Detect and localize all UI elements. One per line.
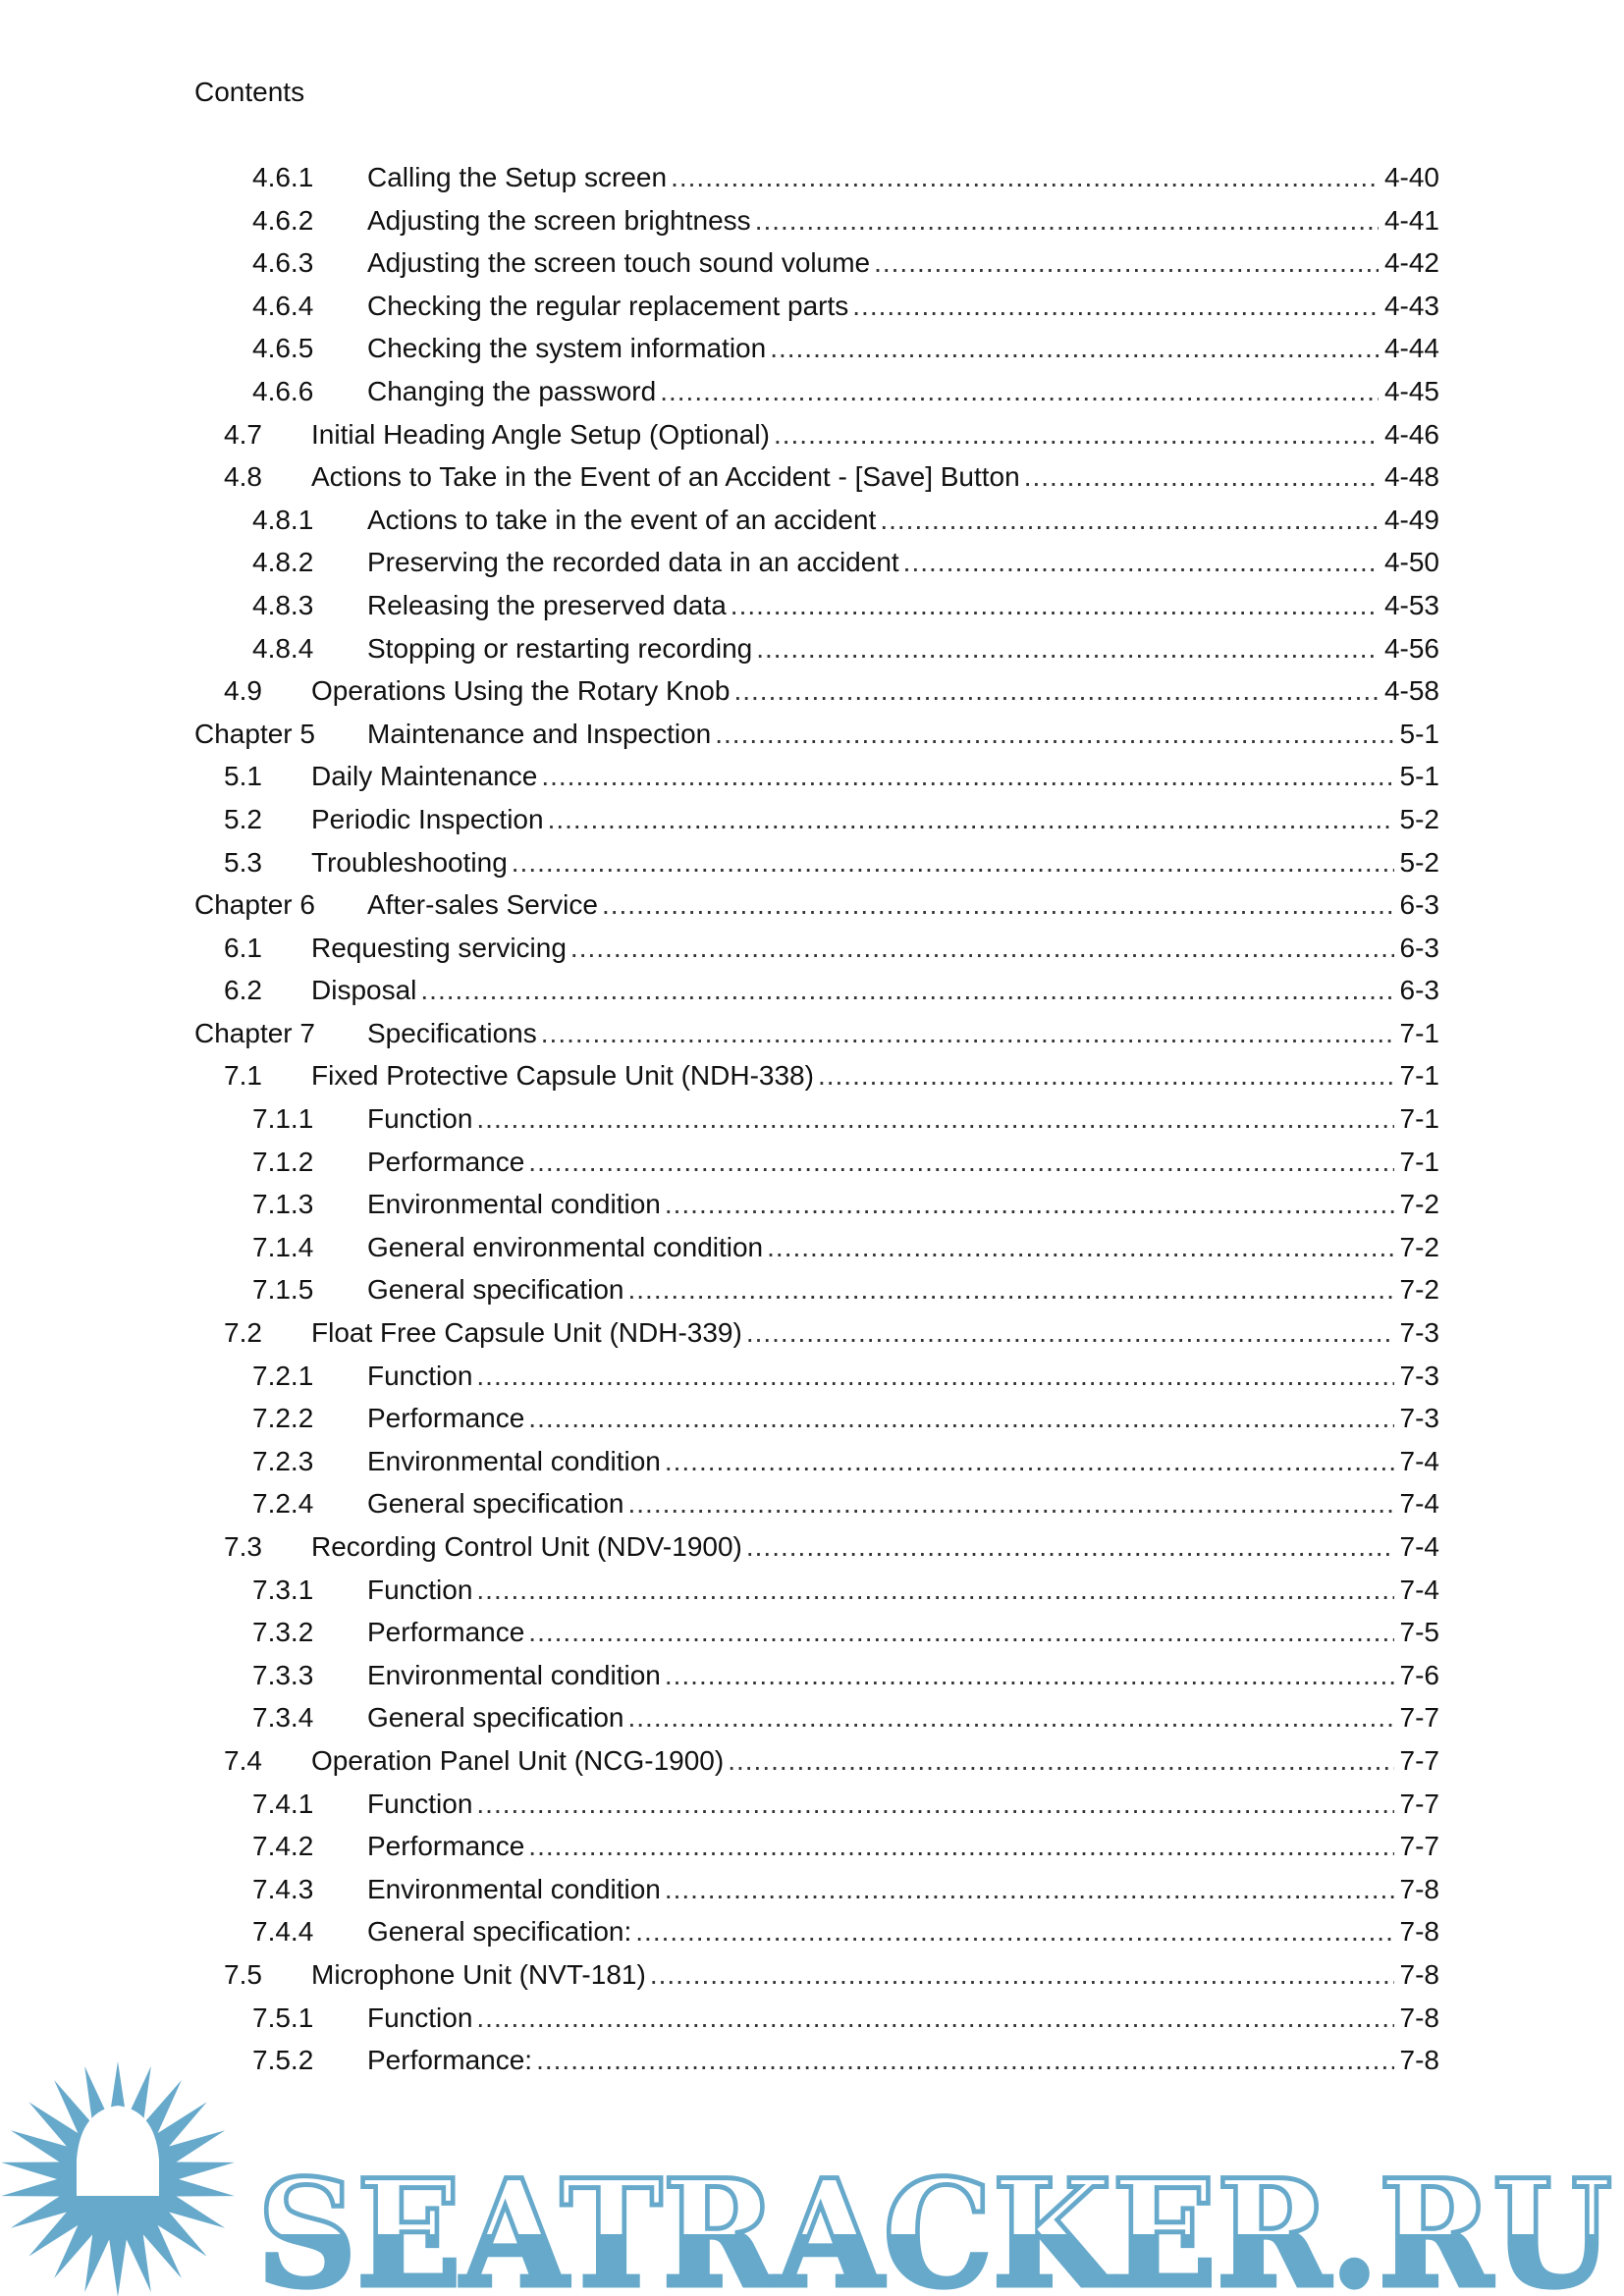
page-number[interactable]: 7-8	[1394, 1957, 1439, 1993]
page-number[interactable]: 7-4	[1394, 1573, 1439, 1608]
toc-entry[interactable]	[0, 1573, 1624, 1616]
dot-leader	[665, 1872, 1394, 1907]
section-number: 7.3.4	[252, 1702, 314, 1734]
section-title[interactable]: Performance	[367, 1145, 528, 1180]
section-number: 4.8.4	[252, 632, 314, 664]
toc-entry[interactable]	[0, 1914, 1624, 1957]
section-number: 4.8.1	[252, 504, 314, 535]
section-title[interactable]: Stopping or restarting recording	[367, 631, 756, 667]
section-title[interactable]: Performance	[367, 1401, 528, 1436]
toc-entry[interactable]	[0, 717, 1624, 760]
toc-entry[interactable]	[0, 1700, 1624, 1743]
dot-leader	[665, 1444, 1394, 1479]
section-title[interactable]: Function	[367, 1787, 476, 1822]
section-title[interactable]: General specification	[367, 1700, 627, 1735]
section-title[interactable]: Function	[367, 1359, 476, 1394]
toc-entry[interactable]	[0, 2001, 1624, 2044]
toc-entry[interactable]	[0, 631, 1624, 674]
page-number[interactable]: 7-7	[1394, 1743, 1439, 1779]
section-number: 7.4.2	[252, 1831, 314, 1862]
toc-entry[interactable]	[0, 1658, 1624, 1701]
page-number[interactable]: 5-2	[1394, 802, 1439, 837]
dot-leader	[627, 1486, 1393, 1522]
section-title[interactable]: Disposal	[311, 973, 420, 1008]
toc-entry[interactable]	[0, 1315, 1624, 1359]
section-number: 7.3.3	[252, 1659, 314, 1690]
dot-leader	[728, 1743, 1393, 1779]
section-title[interactable]: Calling the Setup screen	[367, 160, 671, 195]
section-number: 7.1.3	[252, 1189, 314, 1220]
toc-entry[interactable]	[0, 1359, 1624, 1402]
toc-entry[interactable]	[0, 203, 1624, 246]
toc-entry[interactable]	[0, 1101, 1624, 1145]
dot-leader	[746, 1315, 1394, 1351]
dot-leader	[512, 845, 1394, 881]
section-title[interactable]: Specifications	[367, 1016, 541, 1051]
page-header: Contents	[194, 77, 305, 107]
section-title[interactable]: After-sales Service	[367, 887, 602, 923]
dot-leader	[570, 931, 1394, 966]
section-number: 7.1.1	[252, 1103, 314, 1135]
page-number[interactable]: 4-41	[1379, 203, 1439, 239]
page-number[interactable]: 4-45	[1379, 374, 1439, 409]
section-number: 4.8.2	[252, 547, 314, 578]
section-title[interactable]: Performance	[367, 1829, 528, 1864]
section-number: 6.2	[224, 975, 262, 1006]
toc-entry[interactable]	[0, 1444, 1624, 1487]
page-number[interactable]: 4-44	[1379, 331, 1439, 366]
section-title[interactable]: Actions to Take in the Event of an Accident - [Save] Button	[311, 459, 1024, 495]
section-number: 7.4	[224, 1744, 262, 1776]
sun-icon	[1, 2061, 235, 2296]
dot-leader	[476, 1787, 1393, 1822]
toc-entry[interactable]	[0, 1058, 1624, 1101]
section-number: 7.1	[224, 1060, 262, 1092]
section-title[interactable]: Releasing the preserved data	[367, 588, 731, 623]
section-title[interactable]: General specification:	[367, 1914, 635, 1949]
section-number: 7.4.3	[252, 1873, 314, 1904]
toc-entry[interactable]	[0, 331, 1624, 374]
section-number: 5.1	[224, 761, 262, 792]
toc-entry[interactable]	[0, 459, 1624, 503]
section-number: Chapter 6	[194, 889, 315, 921]
page-number[interactable]: 4-46	[1379, 417, 1439, 453]
dot-leader	[420, 973, 1393, 1008]
section-title[interactable]: Maintenance and Inspection	[367, 717, 715, 752]
dot-leader	[528, 1615, 1393, 1650]
toc-entry[interactable]	[0, 417, 1624, 460]
page-number[interactable]: 7-4	[1394, 1529, 1439, 1565]
section-number: 7.1.4	[252, 1231, 314, 1262]
toc-entry[interactable]	[0, 1187, 1624, 1230]
section-number: 7.2.1	[252, 1360, 314, 1391]
dot-leader	[476, 1573, 1393, 1608]
page-number[interactable]: 7-4	[1394, 1444, 1439, 1479]
dot-leader	[650, 1957, 1394, 1993]
section-number: 7.1.5	[252, 1274, 314, 1306]
page-number[interactable]: 4-40	[1379, 160, 1439, 195]
toc-entry[interactable]	[0, 1787, 1624, 1830]
section-title[interactable]: General environmental condition	[367, 1230, 767, 1265]
section-title[interactable]: Function	[367, 1573, 476, 1608]
section-number: 4.6.1	[252, 162, 314, 192]
toc-entry[interactable]	[0, 1872, 1624, 1915]
page-number[interactable]: 7-3	[1394, 1401, 1439, 1436]
page-number[interactable]: 4-56	[1379, 631, 1439, 667]
section-title[interactable]: Environmental condition	[367, 1444, 665, 1479]
dot-leader	[903, 545, 1379, 580]
dot-leader	[602, 887, 1394, 923]
toc-entry[interactable]	[0, 1145, 1624, 1188]
page-number[interactable]: 7-2	[1394, 1230, 1439, 1265]
dot-leader	[770, 331, 1379, 366]
page-number[interactable]: 7-1	[1394, 1145, 1439, 1180]
toc-entry[interactable]	[0, 1829, 1624, 1872]
toc-entry[interactable]	[0, 973, 1624, 1016]
section-number: 7.4.1	[252, 1788, 314, 1819]
page-number[interactable]: 7-7	[1394, 1787, 1439, 1822]
section-title[interactable]: Performance	[367, 1615, 528, 1650]
dot-leader	[627, 1272, 1393, 1308]
section-title[interactable]: Troubleshooting	[311, 845, 512, 881]
toc-entry[interactable]	[0, 374, 1624, 417]
toc-entry[interactable]	[0, 1743, 1624, 1787]
dot-leader	[541, 759, 1393, 794]
section-number: 4.8	[224, 461, 262, 493]
page-number[interactable]: 4-42	[1379, 245, 1439, 281]
toc-entry[interactable]	[0, 1230, 1624, 1273]
dot-leader	[767, 1230, 1393, 1265]
page-number[interactable]: 4-58	[1379, 673, 1439, 709]
page-number[interactable]: 7-7	[1394, 1829, 1439, 1864]
section-title[interactable]: Microphone Unit (NVT-181)	[311, 1957, 650, 1993]
toc-entry[interactable]	[0, 545, 1624, 588]
section-number: Chapter 5	[194, 718, 315, 749]
dot-leader	[715, 717, 1393, 752]
toc-entry[interactable]	[0, 245, 1624, 289]
dot-leader	[627, 1700, 1393, 1735]
section-title[interactable]: General specification	[367, 1486, 627, 1522]
section-number: 7.5.1	[252, 2002, 314, 2033]
page-number[interactable]: 6-3	[1394, 887, 1439, 923]
dot-leader	[755, 203, 1379, 239]
page-number[interactable]: 7-1	[1394, 1101, 1439, 1137]
section-number: 4.6.3	[252, 247, 314, 279]
section-number: 7.1.2	[252, 1146, 314, 1177]
section-title[interactable]: Daily Maintenance	[311, 759, 541, 794]
toc-entry[interactable]	[0, 759, 1624, 802]
dot-leader	[880, 503, 1379, 538]
section-title[interactable]: General specification	[367, 1272, 627, 1308]
table-of-contents	[0, 160, 1624, 2086]
section-title[interactable]: Environmental condition	[367, 1187, 665, 1222]
page-number[interactable]: 6-3	[1394, 931, 1439, 966]
page-number[interactable]: 4-43	[1379, 289, 1439, 324]
toc-entry[interactable]	[0, 1529, 1624, 1573]
dot-leader	[528, 1829, 1393, 1864]
section-number: 7.3.2	[252, 1617, 314, 1648]
toc-entry[interactable]	[0, 931, 1624, 974]
dot-leader	[665, 1187, 1394, 1222]
page-number[interactable]: 7-6	[1394, 1658, 1439, 1693]
toc-entry[interactable]	[0, 160, 1624, 203]
section-number: 4.6.5	[252, 333, 314, 364]
dot-leader	[476, 2001, 1393, 2036]
dot-leader	[665, 1658, 1394, 1693]
toc-entry[interactable]	[0, 503, 1624, 546]
dot-leader	[476, 1359, 1393, 1394]
page-number[interactable]: 6-3	[1394, 973, 1439, 1008]
section-number: 7.2.4	[252, 1488, 314, 1520]
page-number[interactable]: 7-8	[1394, 2043, 1439, 2078]
dot-leader	[635, 1914, 1393, 1949]
section-number: 7.5.2	[252, 2045, 314, 2076]
section-number: 6.1	[224, 932, 262, 963]
dot-leader	[874, 245, 1379, 281]
section-title[interactable]: Operations Using the Rotary Knob	[311, 673, 733, 709]
dot-leader	[733, 673, 1379, 709]
page-number[interactable]: 7-2	[1394, 1272, 1439, 1308]
section-title[interactable]: Periodic Inspection	[311, 802, 548, 837]
section-title[interactable]: Function	[367, 2001, 476, 2036]
dot-leader	[541, 1016, 1394, 1051]
dot-leader	[1024, 459, 1379, 495]
toc-entry[interactable]	[0, 1016, 1624, 1059]
section-title[interactable]: Environmental condition	[367, 1872, 665, 1907]
section-number: 4.6.6	[252, 375, 314, 406]
toc-entry[interactable]	[0, 1401, 1624, 1444]
page-number[interactable]: 7-8	[1394, 2001, 1439, 2036]
dot-leader	[528, 1401, 1393, 1436]
dot-leader	[818, 1058, 1394, 1094]
watermark-text: SEATRACKER.RU	[257, 2148, 1612, 2296]
toc-entry[interactable]	[0, 673, 1624, 717]
dot-leader	[528, 1145, 1393, 1180]
toc-entry[interactable]	[0, 1615, 1624, 1658]
section-number: 7.5	[224, 1958, 262, 1990]
section-title[interactable]: Operation Panel Unit (NCG-1900)	[311, 1743, 728, 1779]
section-number: Chapter 7	[194, 1017, 315, 1048]
dot-leader	[476, 1101, 1393, 1137]
section-number: 7.4.4	[252, 1916, 314, 1948]
section-title[interactable]: Changing the password	[367, 374, 660, 409]
toc-entry[interactable]	[0, 845, 1624, 888]
section-number: 4.8.3	[252, 589, 314, 620]
toc-entry[interactable]	[0, 588, 1624, 631]
section-title[interactable]: Checking the regular replacement parts	[367, 289, 852, 324]
section-title[interactable]: Initial Heading Angle Setup (Optional)	[311, 417, 774, 453]
page-number[interactable]: 7-1	[1394, 1016, 1439, 1051]
page-number[interactable]: 7-8	[1394, 1914, 1439, 1949]
section-title[interactable]: Fixed Protective Capsule Unit (NDH-338)	[311, 1058, 818, 1094]
section-number: 4.6.2	[252, 204, 314, 236]
section-title[interactable]: Function	[367, 1101, 476, 1137]
toc-entry[interactable]	[0, 1486, 1624, 1529]
page-number[interactable]: 4-48	[1379, 459, 1439, 495]
section-number: 7.3.1	[252, 1574, 314, 1605]
page-number[interactable]: 7-3	[1394, 1359, 1439, 1394]
dot-leader	[731, 588, 1379, 623]
section-number: 4.7	[224, 418, 262, 450]
page-number[interactable]: 7-5	[1394, 1615, 1439, 1650]
section-number: 7.3	[224, 1531, 262, 1562]
page-number[interactable]: 5-1	[1394, 759, 1439, 794]
dot-leader	[774, 417, 1379, 453]
section-title[interactable]: Performance:	[367, 2043, 536, 2078]
toc-entry[interactable]	[0, 887, 1624, 931]
section-title[interactable]: Checking the system information	[367, 331, 770, 366]
section-number: 4.9	[224, 675, 262, 707]
page-number[interactable]: 5-1	[1394, 717, 1439, 752]
dot-leader	[548, 802, 1394, 837]
section-title[interactable]: Preserving the recorded data in an accident	[367, 545, 903, 580]
section-number: 5.2	[224, 803, 262, 834]
dot-leader	[756, 631, 1379, 667]
page-number[interactable]: 7-2	[1394, 1187, 1439, 1222]
page-number[interactable]: 4-49	[1379, 503, 1439, 538]
page-number[interactable]: 4-50	[1379, 545, 1439, 580]
watermark-logo	[0, 2061, 1624, 2296]
toc-entry[interactable]	[0, 1272, 1624, 1315]
section-title[interactable]: Actions to take in the event of an accident	[367, 503, 880, 538]
toc-entry[interactable]	[0, 802, 1624, 845]
page-number[interactable]: 7-7	[1394, 1700, 1439, 1735]
page-number[interactable]: 7-8	[1394, 1872, 1439, 1907]
section-title[interactable]: Recording Control Unit (NDV-1900)	[311, 1529, 746, 1565]
section-number: 5.3	[224, 846, 262, 878]
dot-leader	[671, 160, 1379, 195]
dot-leader	[852, 289, 1379, 324]
section-title[interactable]: Environmental condition	[367, 1658, 665, 1693]
section-number: 7.2	[224, 1317, 262, 1349]
toc-entry[interactable]	[0, 1957, 1624, 2001]
dot-leader	[660, 374, 1379, 409]
section-title[interactable]: Adjusting the screen touch sound volume	[367, 245, 874, 281]
page-number[interactable]: 7-4	[1394, 1486, 1439, 1522]
page-number[interactable]: 7-1	[1394, 1058, 1439, 1094]
section-title[interactable]: Requesting servicing	[311, 931, 570, 966]
section-number: 7.2.2	[252, 1403, 314, 1434]
page-number[interactable]: 4-53	[1379, 588, 1439, 623]
page-number[interactable]: 7-3	[1394, 1315, 1439, 1351]
section-title[interactable]: Adjusting the screen brightness	[367, 203, 755, 239]
section-number: 4.6.4	[252, 290, 314, 321]
toc-entry[interactable]	[0, 289, 1624, 332]
section-number: 7.2.3	[252, 1445, 314, 1476]
section-title[interactable]: Float Free Capsule Unit (NDH-339)	[311, 1315, 746, 1351]
dot-leader	[746, 1529, 1394, 1565]
page-number[interactable]: 5-2	[1394, 845, 1439, 881]
